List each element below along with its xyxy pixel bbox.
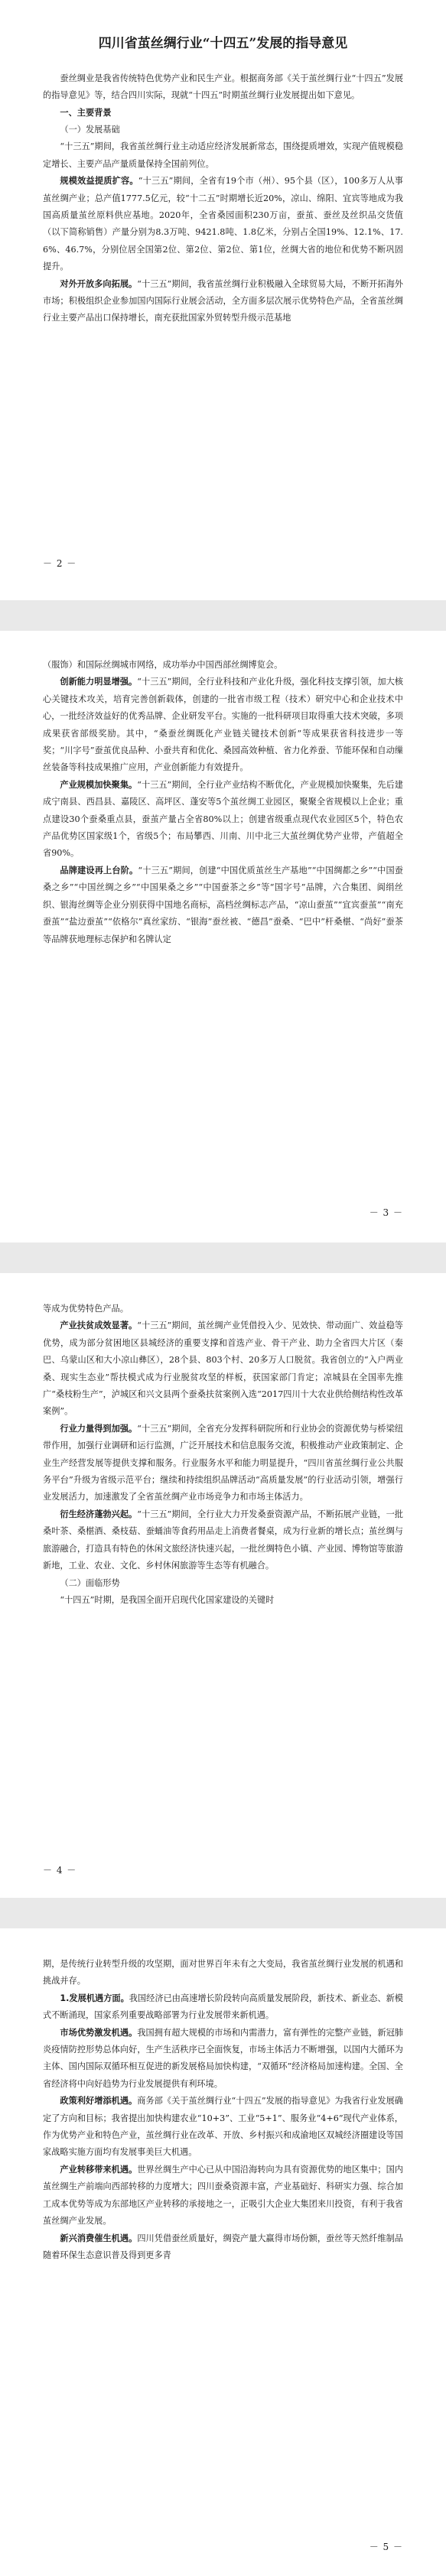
paragraph-lead: 产业规模加快聚集。	[60, 779, 138, 790]
paragraph-lead: 创新能力明显增强。	[60, 677, 138, 687]
paragraph-lead: 市场优势激发机遇。	[60, 2027, 138, 2038]
paragraph-lead: 1.发展机遇方面。	[60, 1993, 129, 2003]
page-number: － 4 －	[43, 1865, 77, 1876]
paragraph-opening-up: 对外开放多向拓展。“十三五”期间，我省茧丝绸行业积极融入全球贸易大局，不断开拓海外市场；积极组织企业参加国内国际行业展会活动，全方面多层次展示优势特色产品，全省茧丝绸行业主要产品出口保持增长，南充获批国家外贸转型升级示范基地	[43, 278, 403, 323]
paragraph-policy: 政策利好增添机遇。商务部《关于茧丝绸行业“十四五”发展的指导意见》为我省行业发展确定了方向和目标；我省提出加快构建农业“10+3”、工业“5+1”、服务业“4+6”现代产业体系，作为优势产业和特色产业，茧丝绸行业在改革、开放、乡村振兴和成渝地区双城经济圈建设等国家战略实施方面均有发展事美巨大机遇。	[43, 2096, 403, 2158]
paragraph-scale-benefit: 规模效益提质扩容。“十三五”期间，全省有19个市（州）、95个县（区），100多万人从事茧丝绸产业；总产值1777.5亿元，较“十二五”时期增长近20%，凉山、绵阳、宜宾等地成为我国高质量茧丝原料供应基地。2020年，全省桑园面积230万亩，蚕茧、蚕丝及丝织品交货值（以下简称销售）产量分别为8.3万吨、9421.8吨、1.8亿米，分别占全国19%、12.1%、17.6%、46.7%，分别位居全国第2位、第2位、第2位、第1位，丝绸大省的地位和优势不断巩固提升。	[43, 176, 403, 272]
paragraph-lead: 产业转移带来机遇。	[60, 2164, 138, 2175]
page-number: － 3 －	[369, 1207, 403, 1218]
paragraph: 等成为优势特色产品。	[43, 1304, 129, 1314]
paragraph-opportunities: 1.发展机遇方面。我国经济已由高速增长阶段转向高质量发展阶段，新技术、新业态、新模式不断涌现，国家系列重要战略部署为行业发展带来新机遇。	[43, 1993, 403, 2021]
page-gap	[0, 1898, 446, 1928]
paragraph-lead: 产业扶贫成效显著。	[60, 1320, 138, 1331]
paragraph-derivative-economy: 衍生经济蓬勃兴起。“十三五”期间，全行业大力开发桑蚕资源产品，不断拓展产业链，一批桑叶茶、桑椹酒、桑枝菇、蚕蛹油等食药用品走上消费者餐桌，成为行业新的增长点；茧丝绸与旅游融合，打造具有特色的休闲文旅经济快速兴起，一批丝绸特色小镇、产业园、博物馆等旅游新地，工业、农业、文化、乡村休闲旅游等生态等有机融合。	[43, 1509, 403, 1571]
page-number: － 2 －	[43, 558, 77, 569]
paragraph-lead: 品牌建设再上台阶。	[60, 865, 138, 875]
paragraph-lead: 新兴消费催生机遇。	[60, 2233, 138, 2243]
paragraph-industry-strength: 行业力量得到加强。“十三五”期间，全省充分发挥科研院所和行业协会的资源优势与桥梁纽带作用，加强行业调研和运行监测，广泛开展技术和信息服务交流，积极推动产业政策制定、企业生产经营发展等提供支撑和服务。行业服务水平和能力明显提升，“四川省茧丝绸行业公共服务平台”升级为省级示范平台；继续和持续组织品牌活动“高质量发展”的行业活动引领，增强行业发展活力，加速激发了全省茧丝绸产业市场竞争力和市场主体活力。	[43, 1423, 403, 1502]
paragraph-lead: 规模效益提质扩容。	[60, 176, 138, 187]
paragraph-lead: 行业力量得到加强。	[60, 1423, 138, 1434]
paragraph-industry-scale: 产业规模加快聚集。“十三五”期间，全行业产业结构不断优化，产业规模加快聚集，先后建成宁南县、西昌县、嘉陵区、高坪区、蓬安等5个茧丝绸工业园区，聚聚全省规模以上企业；重点建设30个蚕桑重点县，蚕茧产量占全省80%以上；创建省级重点现代农业园区5个，特色农产品优势区国家级1个，省级5个；布局攀西、川南、川中北三大茧丝绸优势产业带，产值超全省90%。	[43, 779, 403, 859]
paragraph-new-consumption: 新兴消费催生机遇。四川凭借蚕丝质量好，绸瓷产量大赢得市场份额，蚕丝等天然纤维制品随着环保生态意识普及得到更多青	[43, 2233, 403, 2260]
paragraph: “十三五”期间，我省茧丝绸行业主动适应经济发展新常态，围绕提质增效，实现产值规模稳定增长、主要产品产量质量保持全国前列位。	[43, 141, 403, 169]
paragraph-brand-building: 品牌建设再上台阶。“十三五”期间，创建“中国优质茧丝生产基地”“中国绸都之乡”“中国蚕桑之乡”“中国丝绸之乡”“中国果桑之乡”“中国蚕茶之乡”等“国字号”品牌，六合集团、阆绢丝织、银海丝绸等企业分别获得中国地名商标，高档丝绸标志产品，“凉山蚕茧”“宜宾蚕茧”“南充蚕茧”“盐边蚕茧”“依格尔”真丝家纺、“银海”蚕丝被、“德昌”蚕桑、“巴中”杆桑椹、“尚好”蚕茶等品牌获地理标志保护和名牌认定	[43, 865, 403, 944]
subsection-heading-situation: （二）面临形势	[60, 1577, 120, 1588]
paragraph-lead: 政策利好增添机遇。	[60, 2096, 138, 2107]
document-page-2	[0, 0, 446, 600]
intro-paragraph: 蚕丝绸业是我省传统特色优势产业和民生产业。根据商务部《关于茧丝绸行业“十四五”发展的指导意见》等，结合四川实际，现就“十四五”时期茧丝绸行业发展提出如下意见。	[43, 73, 403, 101]
paragraph: “十四五”时期，是我国全面开启现代化国家建设的关键时	[60, 1594, 275, 1605]
paragraph-industry-transfer: 产业转移带来机遇。世界丝绸生产中心已从中国沿海转向为具有资源优势的地区集中；国内茧丝绸生产前端向西部转移的力度增大；四川蚕桑资源丰富，产业基础好、科研实力强、综合加工成本优势等成为东部地区产业转移的承接地之一，正吸引大企业大集团来川投资，有利于我省茧丝绸产业发展。	[43, 2164, 403, 2227]
document-page-5	[0, 1928, 446, 2576]
document-title: 四川省茧丝绸行业“十四五”发展的指导意见	[98, 36, 348, 51]
page-number: － 5 －	[369, 2542, 403, 2552]
paragraph: 期，是传统行业转型升级的攻坚期，面对世界百年未有之大变局，我省茧丝绸行业发展的机遇和挑战并存。	[43, 1959, 403, 1986]
page-gap	[0, 1243, 446, 1273]
paragraph-market-advantage: 市场优势激发机遇。我国拥有超大规模的市场和内需潜力，富有弹性的完整产业链，新冠肺炎疫情防控形势总体向好，生产生活秩序已全面恢复，市场主体活力不断增强，以国内大循环为主体、国内国际双循环相互促进的新发展格局加快构建，“双循环”经济格局加速构建。全国、全省经济将中向好趋势为行业发展提供有利环境。	[43, 2027, 403, 2089]
paragraph-lead: 对外开放多向拓展。	[60, 278, 138, 289]
paragraph-innovation: 创新能力明显增强。“十三五”期间，全行业科技和产业化升级，强化科技支撑引领，加大核心关键技术攻关，培育完善创新载体，创建的一批省市级工程（技术）研究中心和企业技术中心，一批经济效益好的优秀品牌、企业研发平台。实施的一批科研项目取得重大技术突破，多项成果获省部级奖励。其中，“桑蚕丝绸既化产业链关键技术创新”等成果获省科技进步一等奖；“川字号”蚕茧优良品种、小蚕共育和优化、桑园高效种植、省力化养蚕、节能环保和自动缫丝装备等科技成果推广应用，产业创新能力有效提升。	[43, 677, 403, 773]
paragraph: （服饰）和国际丝绸城市网络，成功举办中国西部丝绸博览会。	[43, 660, 283, 670]
paragraph-lead: 衍生经济蓬勃兴起。	[60, 1509, 138, 1519]
paragraph-poverty-alleviation: 产业扶贫成效显著。“十三五”期间，茧丝绸产业凭借投入少、见效快、带动面广、效益稳等优势，成为部分贫困地区县城经济的重要支撑和首选产业、骨干产业、助力全省四大片区（秦巴、乌蒙山区和大小凉山彝区），28个县、803个村、20多万人口脱贫。我省创立的“入户两业桑、现实生态业”帮扶模式成为行业脱贫攻坚的样板，获国家部门肯定；凉城县在全国率先推广“桑枝粉生产”，泸城区和兴文县两个蚕桑扶贫案例入选“2017四川十大农业供给侧结构性改革案例”。	[43, 1320, 403, 1417]
section-heading-main-background: 一、主要背景	[60, 107, 112, 118]
subsection-heading-development-basis: （一）发展基础	[60, 125, 120, 135]
document-page-3	[0, 631, 446, 1243]
document-page-4	[0, 1273, 446, 1898]
page-gap	[0, 600, 446, 631]
